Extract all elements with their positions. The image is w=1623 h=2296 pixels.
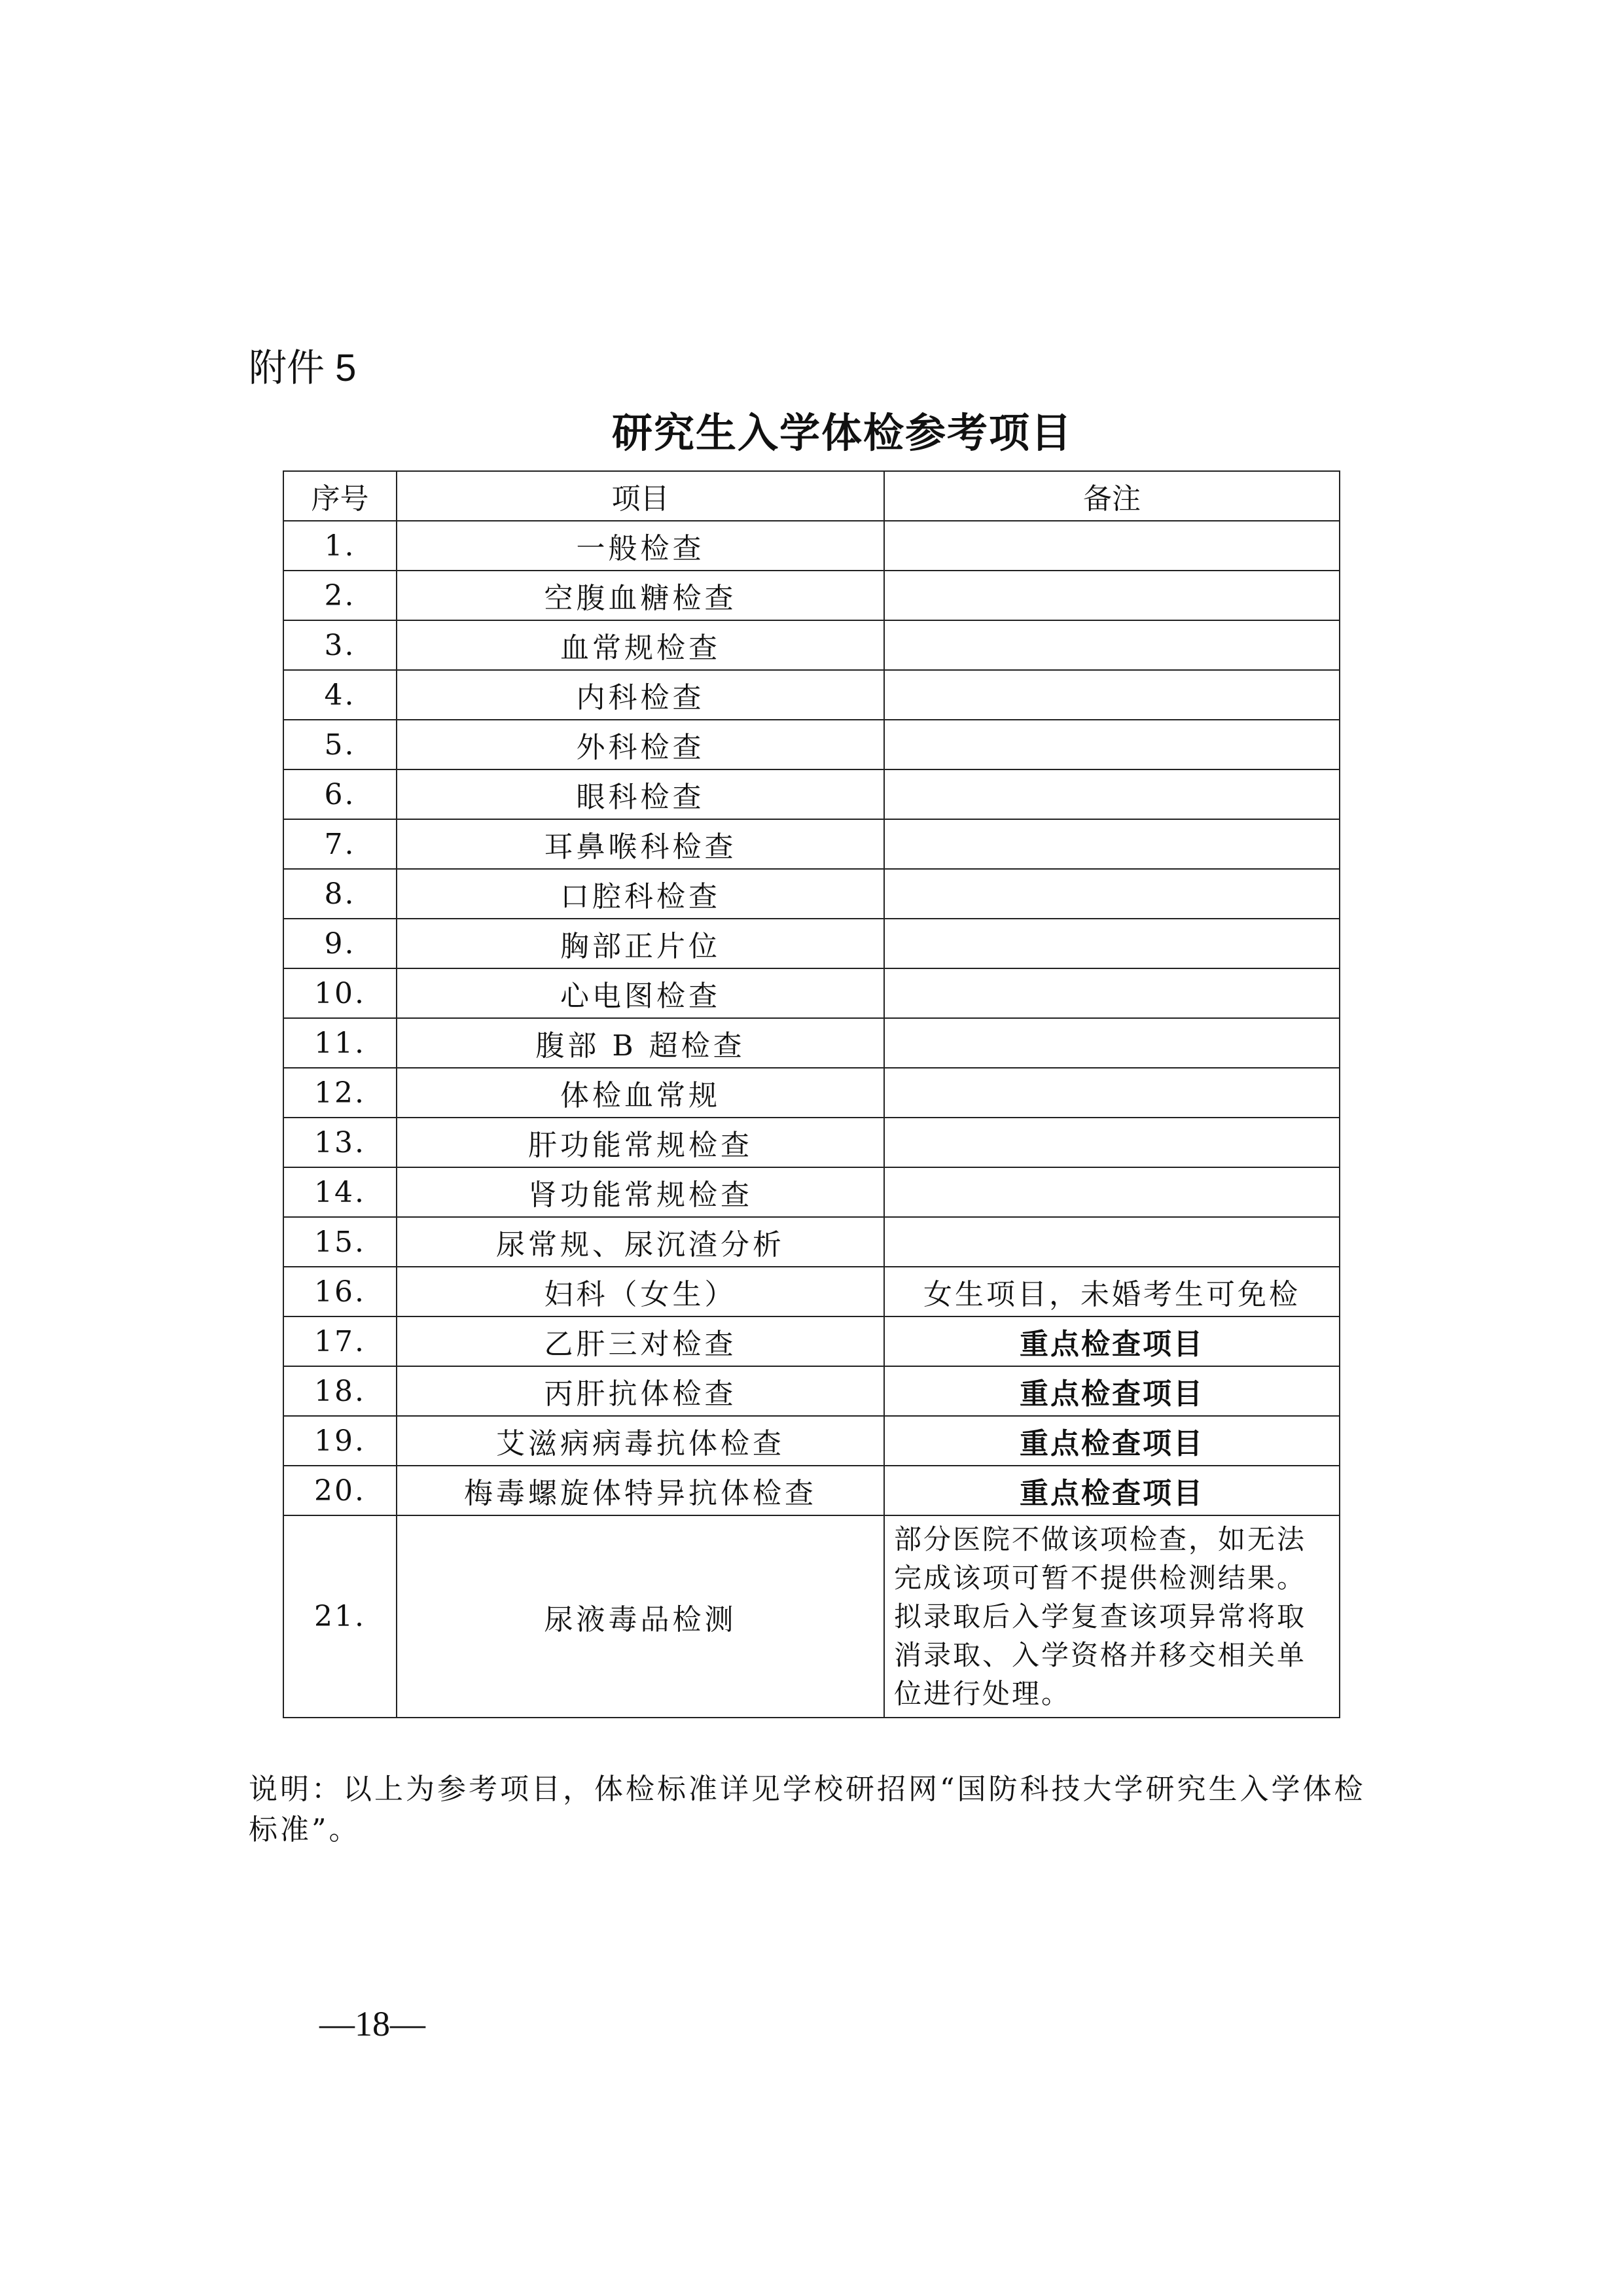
table-row [283, 1068, 1340, 1118]
row-number: 14. [283, 1167, 397, 1217]
row-number: 3. [283, 620, 397, 670]
footnote: 说明：以上为参考项目，体检标准详见学校研招网“国防科技大学研究生入学体检标准”。 [249, 1773, 1366, 1846]
row-item: 一般检查 [397, 521, 884, 571]
row-number: 15. [283, 1217, 397, 1267]
row-item: 肾功能常规检查 [397, 1167, 884, 1217]
row-note [884, 670, 1340, 720]
table-row [283, 1167, 1340, 1217]
row-number: 5. [283, 720, 397, 769]
row-number: 18. [283, 1366, 397, 1416]
table-row [283, 919, 1340, 968]
row-note: 重点检查项目 [884, 1416, 1340, 1466]
row-note: 部分医院不做该项检查，如无法完成该项可暂不提供检测结果。拟录取后入学复查该项异常将取消录取、入学资格并移交相关单位进行处理。 [884, 1515, 1340, 1718]
table-row [283, 1366, 1340, 1416]
row-item: 艾滋病病毒抗体检查 [397, 1416, 884, 1466]
row-item: 心电图检查 [397, 968, 884, 1018]
table-row [283, 968, 1340, 1018]
row-note [884, 1217, 1340, 1267]
exam-items-table [283, 470, 1340, 1718]
row-number: 20. [283, 1466, 397, 1515]
row-item: 尿液毒品检测 [397, 1515, 884, 1718]
row-note [884, 919, 1340, 968]
row-number: 13. [283, 1118, 397, 1167]
table-row [283, 620, 1340, 670]
page-number: —18— [319, 2004, 425, 2043]
row-note [884, 1068, 1340, 1118]
row-number: 10. [283, 968, 397, 1018]
row-note: 重点检查项目 [884, 1466, 1340, 1515]
row-note [884, 769, 1340, 819]
table-row [283, 1515, 1340, 1718]
row-number: 11. [283, 1018, 397, 1068]
table-row [283, 1416, 1340, 1466]
row-note [884, 620, 1340, 670]
table-row [283, 720, 1340, 769]
row-item: 肝功能常规检查 [397, 1118, 884, 1167]
row-note [884, 571, 1340, 620]
row-note [884, 1167, 1340, 1217]
row-item: 眼科检查 [397, 769, 884, 819]
header-number: 序号 [283, 471, 397, 521]
row-item: 耳鼻喉科检查 [397, 819, 884, 869]
row-number: 21. [283, 1515, 397, 1718]
row-item: 胸部正片位 [397, 919, 884, 968]
row-item: 妇科（女生） [397, 1267, 884, 1316]
row-number: 1. [283, 521, 397, 571]
row-number: 7. [283, 819, 397, 869]
row-number: 19. [283, 1416, 397, 1466]
table-row [283, 1316, 1340, 1366]
table-row [283, 670, 1340, 720]
header-item: 项目 [397, 471, 884, 521]
table-row [283, 1018, 1340, 1068]
table-row [283, 1118, 1340, 1167]
row-item: 乙肝三对检查 [397, 1316, 884, 1366]
row-item: 口腔科检查 [397, 869, 884, 919]
row-number: 12. [283, 1068, 397, 1118]
table-row [283, 1267, 1340, 1316]
table-row [283, 521, 1340, 571]
row-item: 空腹血糖检查 [397, 571, 884, 620]
row-note [884, 720, 1340, 769]
table-row [283, 571, 1340, 620]
row-item: 腹部 B 超检查 [397, 1018, 884, 1068]
attachment-label: 附件 5 [249, 347, 357, 389]
table-row [283, 869, 1340, 919]
row-number: 4. [283, 670, 397, 720]
row-note: 重点检查项目 [884, 1316, 1340, 1366]
row-note [884, 1018, 1340, 1068]
table-row [283, 769, 1340, 819]
page-title: 研究生入学体检参考项目 [611, 409, 1073, 457]
row-item: 尿常规、尿沉渣分析 [397, 1217, 884, 1267]
table-row [283, 1217, 1340, 1267]
row-note [884, 1118, 1340, 1167]
table-row [283, 819, 1340, 869]
row-number: 2. [283, 571, 397, 620]
table-header-row [283, 471, 1340, 521]
row-note [884, 869, 1340, 919]
row-number: 9. [283, 919, 397, 968]
row-number: 8. [283, 869, 397, 919]
row-note [884, 521, 1340, 571]
row-item: 丙肝抗体检查 [397, 1366, 884, 1416]
row-number: 17. [283, 1316, 397, 1366]
table-row [283, 1466, 1340, 1515]
row-item: 外科检查 [397, 720, 884, 769]
row-item: 血常规检查 [397, 620, 884, 670]
row-note: 重点检查项目 [884, 1366, 1340, 1416]
row-item: 梅毒螺旋体特异抗体检查 [397, 1466, 884, 1515]
row-number: 16. [283, 1267, 397, 1316]
row-note [884, 968, 1340, 1018]
row-note: 女生项目，未婚考生可免检 [884, 1267, 1340, 1316]
row-item: 体检血常规 [397, 1068, 884, 1118]
row-note [884, 819, 1340, 869]
header-note: 备注 [884, 471, 1340, 521]
row-item: 内科检查 [397, 670, 884, 720]
row-number: 6. [283, 769, 397, 819]
